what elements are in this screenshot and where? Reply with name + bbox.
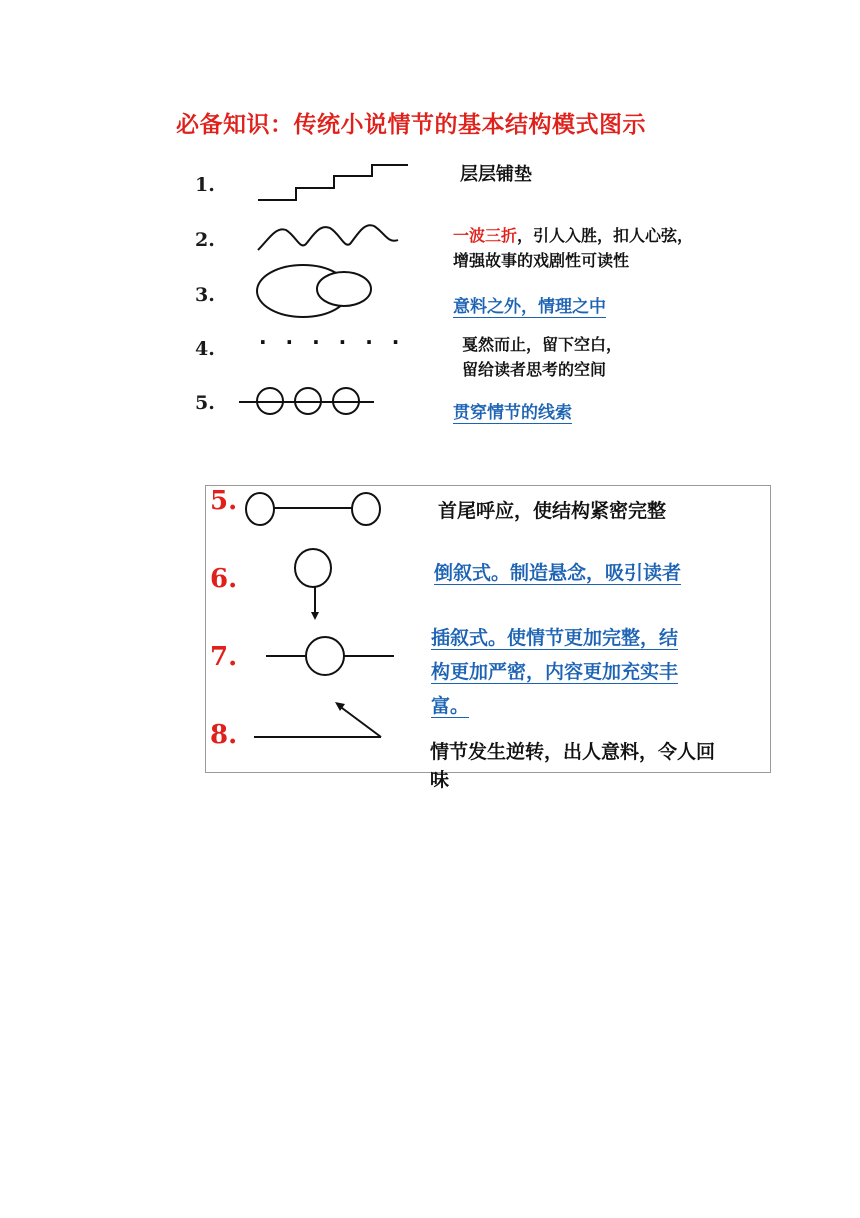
item-5-number: 5. (195, 392, 215, 414)
item-4-number: 4. (195, 338, 215, 360)
box-item-7-line2: 构更加严密，内容更加充实丰 (431, 661, 679, 683)
item-2-rest: ，引人入胜，扣人心弦， (517, 226, 694, 245)
item-3-text: 意料之外，情理之中 (453, 297, 606, 317)
box-item-5-text: 首尾呼应，使结构紧密完整 (438, 500, 667, 522)
box-item-6-number: 6. (210, 564, 238, 594)
item-2-highlight: 一波三折 (453, 226, 518, 245)
page-title: 必备知识：传统小说情节的基本结构模式图示 (176, 112, 646, 138)
item-3-number: 3. (195, 284, 215, 306)
item-4-dots: · · · · · · (259, 330, 406, 354)
item-5-text: 贯穿情节的线索 (453, 403, 572, 423)
item-2-text (453, 223, 693, 273)
box-item-7-line3: 富。 (431, 695, 470, 717)
box-item-7-number: 7. (210, 642, 238, 672)
item-2-line2: 增强故事的戏剧性可读性 (453, 251, 630, 270)
item-4-line2: 留给读者思考的空间 (462, 360, 607, 379)
box-item-8-line2: 味 (430, 769, 450, 791)
item-1-number: 1. (195, 174, 215, 196)
box-item-6-text: 倒叙式。制造悬念，吸引读者 (434, 562, 682, 584)
box-item-7-line1: 插叙式。使情节更加完整，结 (431, 627, 679, 649)
item-4-line1: 戛然而止，留下空白， (462, 335, 623, 354)
box-item-5-number: 5. (210, 486, 238, 516)
box-item-7-text (431, 621, 678, 723)
item-4-text (462, 332, 622, 382)
box-item-8-number: 8. (210, 720, 238, 750)
box-item-8-line1: 情节发生逆转，出人意料，令人回 (430, 741, 716, 763)
wave-diagram (258, 225, 398, 250)
small-ellipse (317, 272, 371, 306)
item-2-number: 2. (195, 229, 215, 251)
box-item-8-text (430, 738, 715, 794)
item-1-text: 层层铺垫 (460, 164, 532, 185)
staircase-diagram (258, 165, 408, 200)
